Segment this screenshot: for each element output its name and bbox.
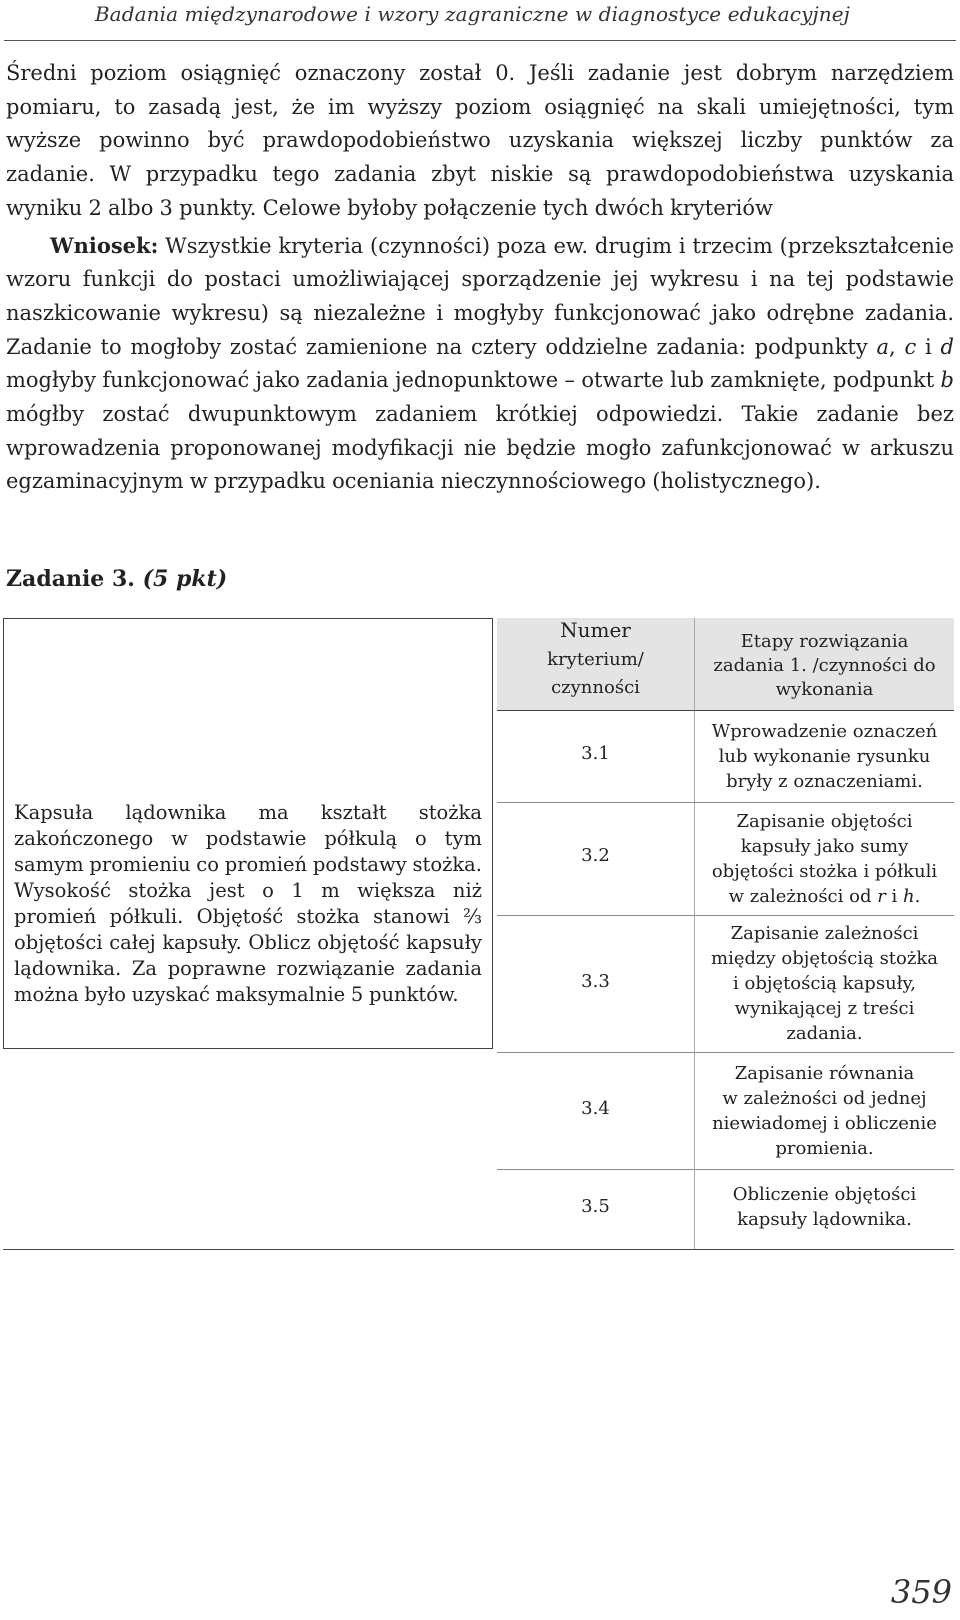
criterion-number: 3.2 <box>581 845 610 866</box>
stage-text: i <box>885 886 904 907</box>
stage-line: i objętością kapsuły, <box>733 973 916 994</box>
stage-line: bryły z oznaczeniami. <box>726 771 923 792</box>
stage-text: w zależności od <box>728 886 878 907</box>
table-row-3-1-number <box>497 711 695 803</box>
stage-line <box>695 884 954 909</box>
conclusion-text-b: mogłyby funkcjonować jako zadania jednopunktowe – otwarte lub zamknięte, podpunkt <box>6 368 941 393</box>
task-content-cell <box>3 618 493 1049</box>
header-rule <box>4 40 956 41</box>
task-heading <box>6 566 227 592</box>
criterion-number: 3.5 <box>581 1196 610 1217</box>
stage-line: Zapisanie objętości <box>736 811 913 832</box>
criterion-number: 3.4 <box>581 1098 610 1119</box>
criterion-number: 3.3 <box>581 971 610 992</box>
stage-line: niewiadomej i obliczenie <box>712 1113 937 1134</box>
stage-line: zadania. <box>786 1023 863 1044</box>
task-text: Kapsuła lądownika ma kształt stożka zakończonego w podstawie półkulą o tym samym promieniu co promień podstawy stożka. Wysokość stożka jest o 1 m większa niż promień półkuli. Objętość stożka stanowi ⅔ objętości całej kapsuły. Oblicz objętość kapsuły lądownika. Za poprawne rozwiązanie zadania można było uzyskać maksymalnie 5 punktów. <box>14 801 482 1006</box>
header-criterion-number <box>497 618 695 711</box>
subpoint-c: c <box>904 334 917 359</box>
separator-2: i <box>916 334 941 359</box>
stage-line: kapsuły lądownika. <box>737 1209 912 1230</box>
subpoint-a: a <box>876 334 890 359</box>
table-row-3-2-number <box>497 803 695 916</box>
header-stage-line-2: zadania 1. /czynności do <box>713 655 936 676</box>
stage-line: między objętością stożka <box>711 948 938 969</box>
conclusion-text-a: Wszystkie kryteria (czynności) poza ew. drugim i trzecim (przekształcenie wzoru funkcji do postaci umożliwiającej sporządzenie jej wykresu i na tej podstawie naszkicowanie wykresu) są niezależne i mogłyby funkcjonować jako odrębne zadania. Zadanie to mogłoby zostać zamienione na cztery oddzielne zadania: podpunkty <box>6 233 954 359</box>
header-stage-line-3: wykonania <box>775 679 874 700</box>
stage-line: objętości stożka i półkuli <box>711 861 938 882</box>
table-row-3-2-stage <box>695 803 954 916</box>
body-text <box>6 57 954 499</box>
header-stage-line-1: Etapy rozwiązania <box>740 631 909 652</box>
criteria-table <box>3 618 954 1251</box>
stage-line: wynikającej z treści <box>734 998 915 1019</box>
table-row-3-3-stage <box>695 916 954 1053</box>
variable-h: h <box>903 886 915 907</box>
task-title: Zadanie 3. <box>6 566 135 592</box>
stage-text: . <box>914 886 921 907</box>
conclusion-text-c: mógłby zostać dwupunktowym zadaniem krótkiej odpowiedzi. Takie zadanie bez wprowadzenia proponowanej modyfikacji nie będzie mogło zafunkcjonować w arkuszu egzaminacyjnym w przypadku oceniania nieczynnościowego (holistycznego). <box>6 402 954 494</box>
table-row-3-5-stage <box>695 1170 954 1249</box>
stage-line: lub wykonanie rysunku <box>718 746 931 767</box>
stage-line: promienia. <box>775 1138 874 1159</box>
table-row-3-4-number <box>497 1053 695 1170</box>
separator-1: , <box>889 334 905 359</box>
variable-r: r <box>877 886 886 907</box>
header-num-line-2: kryterium/ <box>547 649 644 670</box>
subpoint-d: d <box>940 334 954 359</box>
table-row-3-3-number <box>497 916 695 1053</box>
stage-line: kapsuły jako sumy <box>740 836 909 857</box>
table-row-3-5-number <box>497 1170 695 1249</box>
paragraph-1: Średni poziom osiągnięć oznaczony został 0. Jeśli zadanie jest dobrym narzędziem pomiaru, to zasadą jest, że im wyższy poziom osiągnięć na skali umiejętności, tym wyższe powinno być prawdopodobieństwo uzyskania większej liczby punktów za zadanie. W przypadku tego zadania zbyt niskie są prawdopodobieństwa uzyskania wyniku 2 albo 3 punkty. Celowe byłoby połączenie tych dwóch kryteriów <box>6 61 954 220</box>
criterion-number: 3.1 <box>581 743 610 764</box>
task-points: (5 pkt) <box>142 566 228 592</box>
subpoint-b: b <box>940 368 954 393</box>
header-num-line-3: czynności <box>551 677 640 698</box>
stage-line: Obliczenie objętości <box>732 1184 917 1205</box>
stage-line: Zapisanie zależności <box>730 923 919 944</box>
conclusion-paragraph <box>6 229 954 500</box>
table-row-3-1-stage <box>695 711 954 803</box>
stage-line: w zależności od jednej <box>722 1088 927 1109</box>
stage-line: Wprowadzenie oznaczeń <box>711 721 938 742</box>
page-number: 359 <box>890 1573 952 1611</box>
stage-line: Zapisanie równania <box>734 1063 915 1084</box>
header-solution-stages <box>695 618 954 711</box>
table-bottom-rule <box>3 1249 954 1250</box>
table-row-3-4-stage <box>695 1053 954 1170</box>
conclusion-label: Wniosek: <box>50 232 159 258</box>
running-title: Badania międzynarodowe i wzory zagraniczne w diagnostyce edukacyjnej <box>94 2 850 26</box>
running-header <box>0 0 960 42</box>
header-num-line-1: Numer <box>560 618 631 642</box>
